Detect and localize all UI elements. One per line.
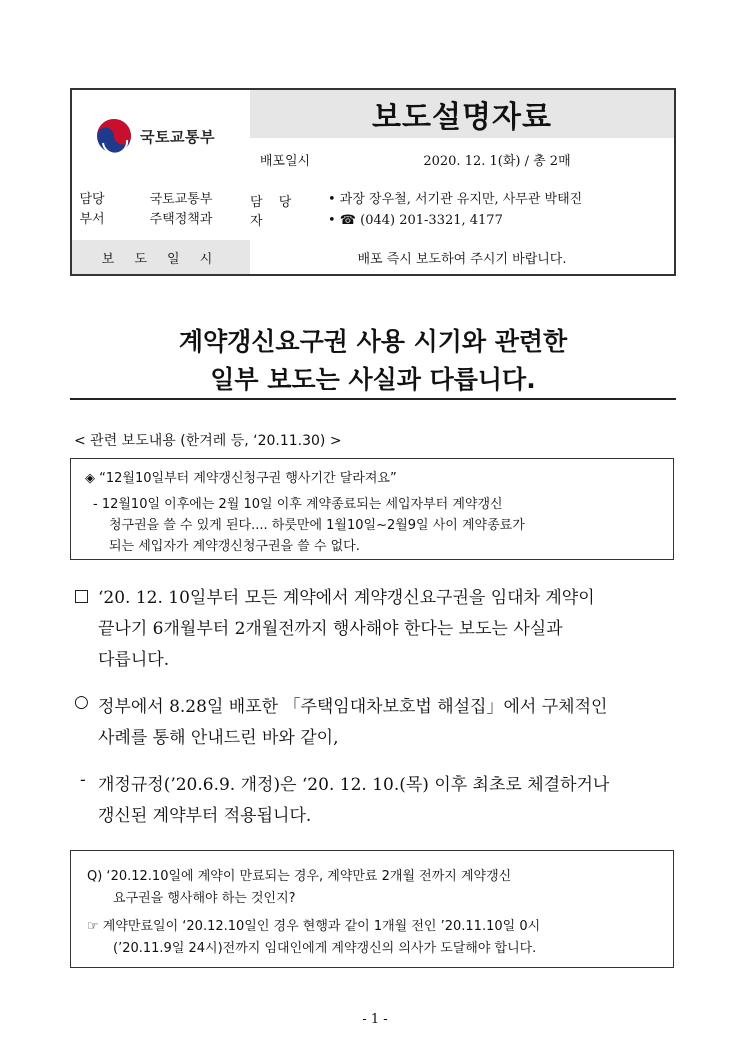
ministry-logo — [94, 116, 215, 156]
quote-box — [70, 458, 674, 560]
dept-value-line1: 국토교통부 — [149, 192, 213, 207]
checkbox-square-icon — [75, 590, 88, 603]
dept-value-line2: 주택정책과 — [149, 212, 213, 227]
taegeuk-logo-icon — [94, 116, 134, 156]
date-label: 배포일시 — [259, 153, 311, 169]
doc-type-title: 보도설명자료 — [372, 100, 552, 135]
staff-names: • 과장 장우철, 서기관 유지만, 사무관 박태진 — [328, 192, 583, 207]
quote-line: 청구권을 쓸 수 있게 된다.... 하룻만에 1월10일~2월9일 사이 계약종료가 — [109, 518, 525, 533]
staff-phone: • ☎ (044) 201-3321, 4177 — [328, 213, 503, 228]
paragraph-line: 개정규정(’20.6.9. 개정)은 ‘20. 12. 10.(목) 이후 최초로 체결하거나 — [98, 775, 610, 795]
paragraph-line: ‘20. 12. 10일부터 모든 계약에서 계약갱신요구권을 임대차 계약이 — [98, 588, 595, 608]
headline-line2: 일부 보도는 사실과 다릅니다. — [210, 365, 536, 394]
org-name: 국토교통부 — [140, 127, 215, 146]
dept-label-line2: 부서 — [79, 212, 105, 227]
paragraph-line: 정부에서 8.28일 배포한 「주택임대차보호법 해설집」에서 구체적인 — [98, 697, 608, 717]
related-report-heading: < 관련 보도내용 (한겨레 등, ‘20.11.30) > — [74, 433, 342, 449]
dept-value — [112, 180, 250, 240]
paragraph-line: 사례를 통해 안내드린 바와 같이, — [98, 728, 339, 748]
paragraph-line: 갱신된 계약부터 적용됩니다. — [98, 806, 312, 826]
dash-bullet: - — [80, 770, 86, 790]
quote-line: - 12월10일 이후에는 2월 10일 이후 계약종료되는 세입자부터 계약갱신 — [93, 497, 503, 512]
headline-line1: 계약갱신요구권 사용 시기와 관련한 — [178, 327, 568, 356]
qa-answer-line: (’20.11.9일 24시)전까지 임대인에게 계약갱신의 의사가 도달해야 합니다. — [113, 941, 537, 956]
qa-question-line: 요구권을 행사해야 하는 것인지? — [113, 891, 296, 906]
dept-label-line1: 담당 — [79, 192, 105, 207]
paragraph-line: 끝나기 6개월부터 2개월전까지 행사해야 한다는 보도는 사실과 — [98, 619, 563, 639]
quote-line: 되는 세입자가 계약갱신청구권을 쓸 수 없다. — [109, 539, 360, 554]
qa-question-line: Q) ‘20.12.10일에 계약이 만료되는 경우, 계약만료 2개월 전까지 계약갱신 — [87, 869, 512, 884]
logo-cell — [72, 90, 250, 180]
qa-box — [70, 850, 674, 968]
quote-headline: ◈ “12월10일부터 계약갱신청구권 행사기간 달라져요” — [85, 471, 397, 486]
date-value: 2020. 12. 1(화) / 총 2매 — [423, 153, 571, 169]
header-table — [70, 88, 676, 276]
page-number: - 1 - — [362, 1012, 388, 1027]
staff-label: 담 당 자 — [250, 195, 298, 229]
doc-type-cell — [250, 90, 674, 138]
dept-label — [72, 180, 112, 240]
circle-bullet: ○ — [74, 692, 89, 712]
release-value: 배포 즉시 보도하여 주시기 바랍니다. — [357, 251, 567, 267]
qa-answer-line: ☞ 계약만료일이 ‘20.12.10일인 경우 현행과 같이 1개월 전인 ’20.11.10일 0시 — [87, 919, 541, 934]
headline-divider — [70, 398, 676, 400]
release-label: 보 도 일 시 — [72, 240, 250, 274]
paragraph-line: 다릅니다. — [98, 650, 170, 670]
staff-value — [320, 180, 674, 240]
